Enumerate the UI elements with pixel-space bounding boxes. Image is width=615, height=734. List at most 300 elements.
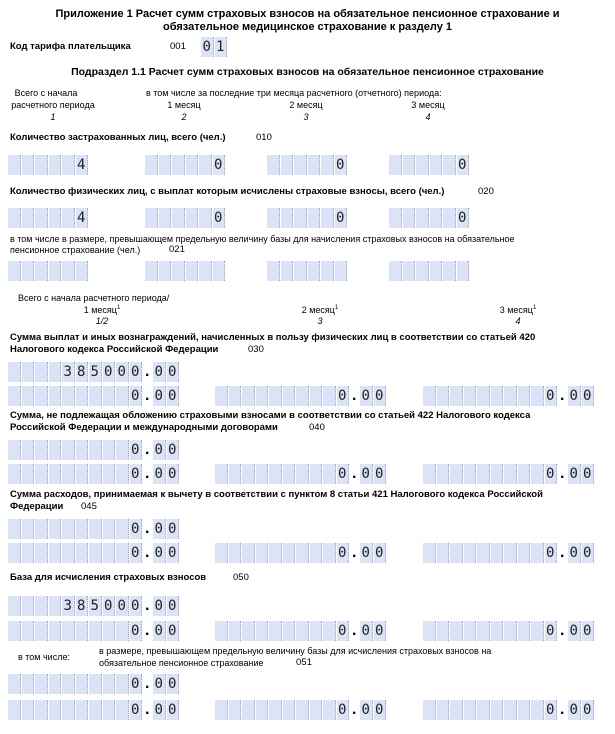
row-010-month3-input[interactable] xyxy=(389,155,469,175)
row-040-label-line2: Российской Федерации и международными договорами xyxy=(10,422,278,433)
row-040-month1-frac-input[interactable] xyxy=(153,464,179,484)
digit-cell xyxy=(491,386,504,406)
col2-month3: 3 месяц$^1$ xyxy=(499,305,537,315)
digit-cell xyxy=(308,208,321,228)
row-045-month3-decimal-point: . xyxy=(560,544,565,561)
digit-cell: 0 xyxy=(167,519,180,539)
digit-cell: 0 xyxy=(213,208,226,228)
digit-cell xyxy=(416,155,429,175)
row-050-month2-frac-input[interactable] xyxy=(360,621,386,641)
row-030-month2-frac-input[interactable] xyxy=(360,386,386,406)
digit-cell: 0 xyxy=(130,543,143,563)
row-021-month3-input[interactable] xyxy=(389,261,469,281)
row-051-month1-frac-input[interactable] xyxy=(153,700,179,720)
digit-cell xyxy=(504,386,517,406)
col2-month2: 2 месяц$^1$ xyxy=(301,305,339,315)
digit-cell: 0 xyxy=(374,543,387,563)
digit-cell xyxy=(89,440,102,460)
digit-cell: 4 xyxy=(76,208,89,228)
row-040-month1-int-input[interactable] xyxy=(8,464,142,484)
digit-cell xyxy=(416,208,429,228)
digit-cell xyxy=(269,621,282,641)
digit-cell: 0 xyxy=(130,362,143,382)
digit-cell xyxy=(62,519,75,539)
digit-cell xyxy=(49,208,62,228)
digit-cell: 0 xyxy=(116,596,129,616)
row-030-label-line1: Сумма выплат и иных вознаграждений, начисленных в пользу физических лиц в соответствии со статьей 420 xyxy=(10,332,536,343)
digit-cell: 0 xyxy=(582,386,595,406)
row-021-total-input[interactable] xyxy=(8,261,88,281)
digit-cell xyxy=(323,543,336,563)
digit-cell: 5 xyxy=(89,596,102,616)
row-021-month1-input[interactable] xyxy=(145,261,225,281)
digit-cell xyxy=(186,261,199,281)
digit-cell xyxy=(116,519,129,539)
digit-cell xyxy=(389,208,402,228)
digit-cell xyxy=(172,261,185,281)
col-month3-num: 4 xyxy=(425,112,431,122)
digit-cell: 0 xyxy=(360,543,373,563)
digit-cell xyxy=(229,386,242,406)
row-030-month2-decimal-point: . xyxy=(352,387,357,404)
row-050-month1-frac-input[interactable] xyxy=(153,621,179,641)
row-040-month3-int-input[interactable] xyxy=(423,464,557,484)
digit-cell xyxy=(199,208,212,228)
digit-cell: 0 xyxy=(545,621,558,641)
digit-cell xyxy=(22,543,35,563)
row-010-label: Количество застрахованных лиц, всего (чел.) xyxy=(10,132,226,143)
digit-cell xyxy=(103,386,116,406)
digit-cell xyxy=(76,543,89,563)
digit-cell xyxy=(464,700,477,720)
digit-cell xyxy=(430,208,443,228)
digit-cell: 0 xyxy=(545,464,558,484)
digit-cell: 5 xyxy=(89,362,102,382)
digit-cell xyxy=(49,155,62,175)
digit-cell xyxy=(116,543,129,563)
digit-cell xyxy=(49,543,62,563)
digit-cell xyxy=(310,464,323,484)
digit-cell xyxy=(103,519,116,539)
appendix-title-line2: обязательное медицинское страхование к разделу 1 xyxy=(162,21,452,33)
digit-cell xyxy=(450,543,463,563)
digit-cell xyxy=(430,155,443,175)
row-030-month1-frac-input[interactable] xyxy=(153,386,179,406)
digit-cell xyxy=(103,543,116,563)
row-021-month2-input[interactable] xyxy=(267,261,347,281)
digit-cell xyxy=(8,700,21,720)
row-040-month2-frac-input[interactable] xyxy=(360,464,386,484)
digit-cell xyxy=(213,261,226,281)
tariff-code: 001 xyxy=(170,41,186,52)
digit-cell xyxy=(504,621,517,641)
row-045-total-decimal-point: . xyxy=(145,520,150,537)
digit-cell xyxy=(403,208,416,228)
digit-cell xyxy=(518,386,531,406)
digit-cell: 0 xyxy=(153,700,166,720)
digit-cell xyxy=(22,208,35,228)
digit-cell xyxy=(477,621,490,641)
digit-cell: 0 xyxy=(167,386,180,406)
col-total-num: 1 xyxy=(50,112,56,122)
row-050-label: База для исчисления страховых взносов xyxy=(10,572,207,583)
col2-month1-num: 1/2 xyxy=(95,316,109,326)
digit-cell xyxy=(464,543,477,563)
digit-cell xyxy=(199,261,212,281)
row-051-code: 051 xyxy=(296,657,312,668)
digit-cell xyxy=(269,700,282,720)
digit-cell xyxy=(283,621,296,641)
row-030-month3-decimal-point: . xyxy=(560,387,565,404)
row-051-total-int-input[interactable] xyxy=(8,674,142,694)
digit-cell xyxy=(22,519,35,539)
row-040-label-line1: Сумма, не подлежащая обложению страховыми взносами в соответствии со статьей 422 Налогового кодекса xyxy=(10,410,531,421)
digit-cell xyxy=(531,700,544,720)
col-month3: 3 месяц xyxy=(411,100,445,110)
digit-cell xyxy=(215,700,228,720)
digit-cell xyxy=(116,700,129,720)
digit-cell xyxy=(116,674,129,694)
row-045-month2-frac-input[interactable] xyxy=(360,543,386,563)
row-051-month1-int-input[interactable] xyxy=(8,700,142,720)
digit-cell xyxy=(296,543,309,563)
digit-cell: 4 xyxy=(76,155,89,175)
digit-cell xyxy=(35,440,48,460)
row-051-month3-int-input[interactable] xyxy=(423,700,557,720)
col-total-line1: Всего с начала xyxy=(14,88,78,98)
digit-cell xyxy=(229,543,242,563)
row-040-total-int-input[interactable] xyxy=(8,440,142,460)
digit-cell: 0 xyxy=(337,700,350,720)
digit-cell xyxy=(103,440,116,460)
digit-cell: 0 xyxy=(568,543,581,563)
digit-cell xyxy=(35,519,48,539)
digit-cell xyxy=(450,621,463,641)
col-total-line2: расчетного периода xyxy=(11,100,95,110)
row-040-month2-int-input[interactable] xyxy=(215,464,349,484)
row-030-total-int-input[interactable] xyxy=(8,362,142,382)
digit-cell: 0 xyxy=(130,621,143,641)
digit-cell xyxy=(172,155,185,175)
row-050-total-int-input[interactable] xyxy=(8,596,142,616)
digit-cell xyxy=(423,700,436,720)
digit-cell xyxy=(89,700,102,720)
digit-cell xyxy=(423,543,436,563)
digit-cell xyxy=(269,543,282,563)
row-045-month1-int-input[interactable] xyxy=(8,543,142,563)
digit-cell xyxy=(296,464,309,484)
digit-cell: 0 xyxy=(167,621,180,641)
row-030-month2-int-input[interactable] xyxy=(215,386,349,406)
digit-cell xyxy=(464,621,477,641)
digit-cell: 0 xyxy=(545,700,558,720)
digit-cell xyxy=(296,700,309,720)
digit-cell xyxy=(518,543,531,563)
row-051-prefix: в том числе: xyxy=(18,652,70,662)
digit-cell: 0 xyxy=(582,700,595,720)
digit-cell xyxy=(491,700,504,720)
digit-cell xyxy=(35,621,48,641)
digit-cell xyxy=(76,440,89,460)
digit-cell xyxy=(477,464,490,484)
digit-cell xyxy=(49,386,62,406)
digit-cell xyxy=(145,155,158,175)
digit-cell xyxy=(49,440,62,460)
row-050-month3-decimal-point: . xyxy=(560,622,565,639)
digit-cell xyxy=(116,440,129,460)
digit-cell xyxy=(215,621,228,641)
row-010-month1-input[interactable] xyxy=(145,155,225,175)
row-051-month3-frac-input[interactable] xyxy=(568,700,594,720)
row-030-code: 030 xyxy=(248,344,264,355)
digit-cell xyxy=(323,464,336,484)
digit-cell xyxy=(116,386,129,406)
digit-cell: 0 xyxy=(568,386,581,406)
digit-cell xyxy=(199,155,212,175)
digit-cell xyxy=(294,208,307,228)
digit-cell: 0 xyxy=(153,621,166,641)
col-month1-num: 2 xyxy=(181,112,187,122)
digit-cell xyxy=(491,464,504,484)
digit-cell xyxy=(321,261,334,281)
digit-cell xyxy=(531,543,544,563)
row-021-code: 021 xyxy=(169,244,185,255)
digit-cell xyxy=(35,674,48,694)
digit-cell: 0 xyxy=(582,464,595,484)
digit-cell xyxy=(116,621,129,641)
digit-cell xyxy=(294,261,307,281)
tariff-input[interactable] xyxy=(201,37,227,57)
digit-cell xyxy=(437,386,450,406)
digit-cell: 0 xyxy=(167,440,180,460)
digit-cell xyxy=(35,386,48,406)
digit-cell xyxy=(450,464,463,484)
digit-cell: 0 xyxy=(337,621,350,641)
row-030-label-line2: Налогового кодекса Российской Федерации xyxy=(10,344,219,355)
digit-cell xyxy=(62,464,75,484)
row-050-month2-int-input[interactable] xyxy=(215,621,349,641)
digit-cell: 0 xyxy=(337,464,350,484)
row-010-total-input[interactable] xyxy=(8,155,88,175)
digit-cell xyxy=(531,621,544,641)
digit-cell xyxy=(256,621,269,641)
digit-cell xyxy=(323,386,336,406)
digit-cell: 0 xyxy=(568,464,581,484)
digit-cell xyxy=(308,261,321,281)
digit-cell xyxy=(159,208,172,228)
col2-month3-num: 4 xyxy=(515,316,521,326)
digit-cell xyxy=(504,464,517,484)
digit-cell: 0 xyxy=(130,440,143,460)
digit-cell xyxy=(310,700,323,720)
digit-cell xyxy=(491,543,504,563)
digit-cell: 0 xyxy=(582,543,595,563)
digit-cell: 0 xyxy=(457,155,470,175)
row-030-month1-int-input[interactable] xyxy=(8,386,142,406)
digit-cell xyxy=(450,386,463,406)
digit-cell xyxy=(22,700,35,720)
digit-cell xyxy=(423,621,436,641)
digit-cell xyxy=(294,155,307,175)
digit-cell xyxy=(103,700,116,720)
digit-cell: 0 xyxy=(582,621,595,641)
digit-cell xyxy=(103,621,116,641)
digit-cell xyxy=(145,208,158,228)
digit-cell xyxy=(323,700,336,720)
digit-cell xyxy=(76,674,89,694)
digit-cell xyxy=(215,386,228,406)
row-030-total-frac-input[interactable] xyxy=(153,362,179,382)
digit-cell xyxy=(159,155,172,175)
digit-cell: 0 xyxy=(545,386,558,406)
row-021-label-line2: пенсионное страхование (чел.) xyxy=(10,245,141,255)
digit-cell xyxy=(186,155,199,175)
row-020-month2-input[interactable] xyxy=(267,208,347,228)
row-050-month3-int-input[interactable] xyxy=(423,621,557,641)
digit-cell xyxy=(491,621,504,641)
digit-cell xyxy=(215,543,228,563)
digit-cell xyxy=(310,543,323,563)
digit-cell xyxy=(242,543,255,563)
row-045-month3-frac-input[interactable] xyxy=(568,543,594,563)
digit-cell: 0 xyxy=(167,674,180,694)
digit-cell xyxy=(310,386,323,406)
digit-cell xyxy=(8,362,21,382)
digit-cell xyxy=(35,362,48,382)
digit-cell xyxy=(22,440,35,460)
digit-cell: 0 xyxy=(167,596,180,616)
digit-cell xyxy=(8,261,21,281)
row-021-label-line1: в том числе в размере, превышающем предельную величину базы для начисления страховых взносов на обязательное xyxy=(10,234,515,244)
digit-cell xyxy=(22,362,35,382)
digit-cell: 0 xyxy=(167,700,180,720)
appendix-title-line1: Приложение 1 Расчет сумм страховых взносов на обязательное пенсионное страхование и xyxy=(55,8,560,20)
digit-cell xyxy=(35,596,48,616)
digit-cell xyxy=(159,261,172,281)
digit-cell xyxy=(518,621,531,641)
digit-cell: 0 xyxy=(335,155,348,175)
col2-month2-num: 3 xyxy=(317,316,323,326)
digit-cell xyxy=(8,519,21,539)
digit-cell xyxy=(443,208,456,228)
digit-cell xyxy=(308,155,321,175)
digit-cell xyxy=(423,386,436,406)
col2-total-line1: Всего с начала расчетного периода/ xyxy=(18,293,170,303)
digit-cell: 0 xyxy=(337,386,350,406)
digit-cell xyxy=(76,261,89,281)
digit-cell xyxy=(437,464,450,484)
col2-month1: 1 месяц$^1$ xyxy=(83,305,121,315)
digit-cell: 0 xyxy=(130,386,143,406)
row-051-total-decimal-point: . xyxy=(145,675,150,692)
digit-cell: 0 xyxy=(153,440,166,460)
digit-cell xyxy=(62,261,75,281)
col-month2: 2 месяц xyxy=(289,100,323,110)
row-045-month2-int-input[interactable] xyxy=(215,543,349,563)
row-040-month3-frac-input[interactable] xyxy=(568,464,594,484)
row-050-month3-frac-input[interactable] xyxy=(568,621,594,641)
digit-cell: 0 xyxy=(153,519,166,539)
row-045-month3-int-input[interactable] xyxy=(423,543,557,563)
digit-cell xyxy=(49,674,62,694)
digit-cell xyxy=(242,386,255,406)
digit-cell xyxy=(8,155,21,175)
digit-cell xyxy=(531,464,544,484)
row-051-label-line1: в размере, превышающем предельную величину базы для исчисления страховых взносов на xyxy=(99,646,492,656)
digit-cell xyxy=(89,386,102,406)
row-030-month3-int-input[interactable] xyxy=(423,386,557,406)
digit-cell: 0 xyxy=(153,362,166,382)
row-045-total-int-input[interactable] xyxy=(8,519,142,539)
digit-cell xyxy=(389,261,402,281)
digit-cell xyxy=(477,386,490,406)
digit-cell xyxy=(8,674,21,694)
row-040-total-frac-input[interactable] xyxy=(153,440,179,460)
col-month2-num: 3 xyxy=(303,112,309,122)
digit-cell xyxy=(76,700,89,720)
digit-cell xyxy=(8,386,21,406)
digit-cell xyxy=(403,261,416,281)
tariff-label: Код тарифа плательщика xyxy=(10,41,131,52)
row-020-month3-input[interactable] xyxy=(389,208,469,228)
row-045-month1-frac-input[interactable] xyxy=(153,543,179,563)
col-including-label: в том числе за последние три месяца расчетного (отчетного) периода: xyxy=(146,88,442,98)
digit-cell xyxy=(256,543,269,563)
digit-cell: 0 xyxy=(116,362,129,382)
digit-cell: 0 xyxy=(167,543,180,563)
digit-cell xyxy=(283,700,296,720)
digit-cell xyxy=(269,464,282,484)
digit-cell xyxy=(76,519,89,539)
row-050-total-frac-input[interactable] xyxy=(153,596,179,616)
digit-cell xyxy=(49,261,62,281)
row-030-total-decimal-point: . xyxy=(145,363,150,380)
digit-cell xyxy=(62,208,75,228)
digit-cell: 0 xyxy=(130,596,143,616)
digit-cell xyxy=(229,700,242,720)
digit-cell xyxy=(49,464,62,484)
digit-cell xyxy=(437,700,450,720)
row-050-month1-decimal-point: . xyxy=(145,622,150,639)
digit-cell xyxy=(256,464,269,484)
digit-cell xyxy=(267,155,280,175)
row-030-month3-frac-input[interactable] xyxy=(568,386,594,406)
digit-cell xyxy=(267,261,280,281)
row-051-total-frac-input[interactable] xyxy=(153,674,179,694)
digit-cell: 0 xyxy=(153,674,166,694)
digit-cell xyxy=(35,208,48,228)
row-051-month2-decimal-point: . xyxy=(352,701,357,718)
digit-cell xyxy=(531,386,544,406)
digit-cell xyxy=(89,519,102,539)
digit-cell xyxy=(35,543,48,563)
digit-cell xyxy=(49,596,62,616)
digit-cell: 0 xyxy=(213,155,226,175)
row-020-code: 020 xyxy=(478,186,494,197)
row-050-month1-int-input[interactable] xyxy=(8,621,142,641)
row-020-total-input[interactable] xyxy=(8,208,88,228)
digit-cell xyxy=(267,208,280,228)
digit-cell: 0 xyxy=(457,208,470,228)
row-051-month2-int-input[interactable] xyxy=(215,700,349,720)
digit-cell xyxy=(437,543,450,563)
row-045-total-frac-input[interactable] xyxy=(153,519,179,539)
row-051-month2-frac-input[interactable] xyxy=(360,700,386,720)
row-010-month2-input[interactable] xyxy=(267,155,347,175)
digit-cell: 0 xyxy=(374,621,387,641)
row-020-month1-input[interactable] xyxy=(145,208,225,228)
digit-cell xyxy=(8,621,21,641)
